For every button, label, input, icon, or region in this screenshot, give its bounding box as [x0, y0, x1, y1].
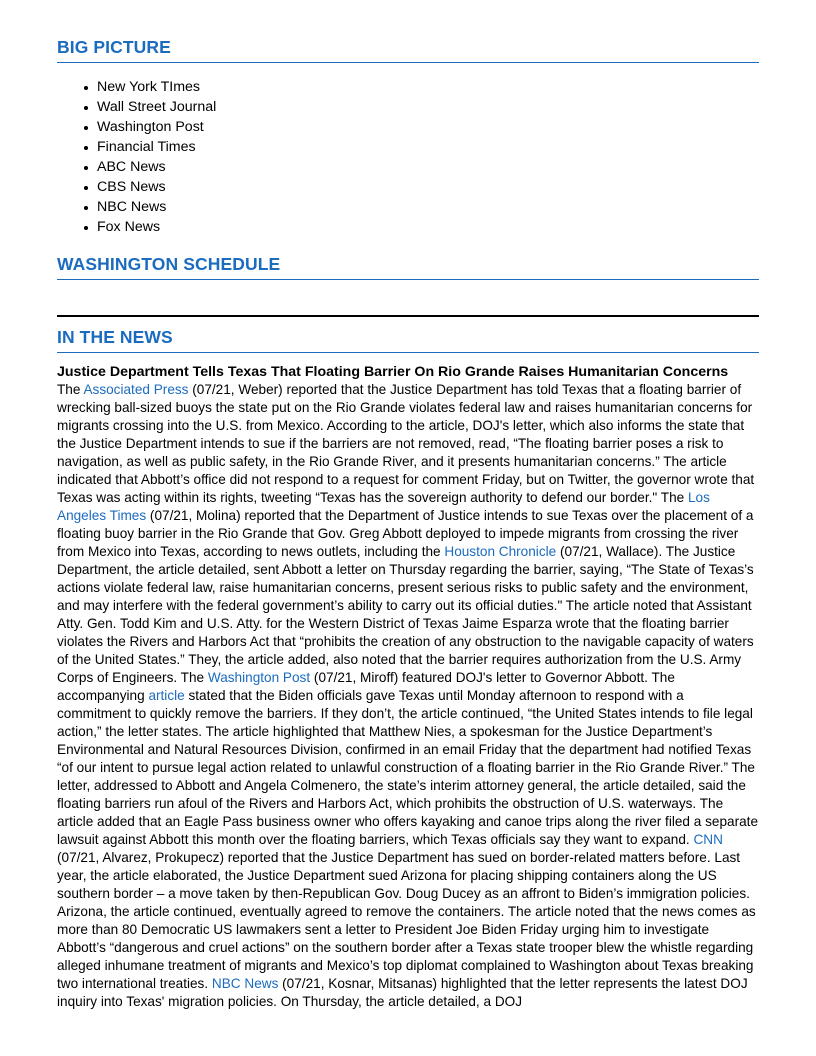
list-item: Wall Street Journal [97, 99, 217, 115]
body-text: stated that the Biden officials gave Texas until Monday afternoon to respond with a commitment to quickly remove the barriers. If they don’t, the article continued, “the United States intends to file legal action,” the letter states. The article highlighted that Matthew Nies, a spokesman for the Justice Department’s Environmental and Natural Resources Division, confirmed in an email Friday that the department had notified Texas “of our intent to pursue legal action related to unlawful construction of a floating barrier in the Rio Grande River.” The letter, addressed to Abbott and Angela Colmenero, the state’s interim attorney general, the article detailed, said the floating barriers run afoul of the Rivers and Harbors Act, which prohibits the obstruction of U.S. waterways. The article added that an Eagle Pass business owner who offers kayaking and canoe trips along the river filed a separate lawsuit against Abbott this month over the floating barriers, which Texas officials say they want to expand. [57, 688, 759, 847]
outlet-list [57, 77, 216, 237]
source-link-washington-post[interactable]: Washington Post [207, 670, 311, 685]
big-picture-heading: BIG PICTURE [57, 37, 759, 63]
body-text: (07/21, Kosnar, Mitsanas) highlighted that the letter represents the latest DOJ inquiry into Texas' migration policies. On Thursday, the article detailed, a DOJ [57, 976, 748, 1009]
body-text: (07/21, Miroff) featured DOJ's letter to Governor Abbott. The accompanying [57, 670, 675, 703]
source-link-cnn[interactable]: CNN [693, 832, 723, 847]
list-item: CBS News [97, 177, 216, 197]
list-item: ABC News [97, 157, 216, 177]
source-link-associated-press[interactable]: Associated Press [83, 382, 189, 397]
source-link-nbc-news[interactable]: NBC News [211, 976, 279, 991]
body-text: The [57, 382, 84, 397]
body-text: (07/21, Molina) reported that the Department of Justice intends to sue Texas over the placement of a floating buoy barrier in the Rio Grande that Gov. Greg Abbott deployed to impede migrants from crossing the river from Mexico into Texas, according to news outlets, including the [57, 508, 754, 559]
list-item: Washington Post [97, 117, 216, 137]
list-item: Financial Times [97, 137, 216, 157]
body-text: (07/21, Wallace). The Justice Department, the article detailed, sent Abbott a letter on Thursday regarding the barrier, saying, “The State of Texas’s actions violate federal law, raise humanitarian concerns, present serious risks to public safety and the environment, and may interfere with the federal government’s ability to carry out its official duties." The article noted that Assistant Atty. Gen. Todd Kim and U.S. Atty. for the Western District of Texas Jaime Esparza wrote that the floating barrier violates the Rivers and Harbors Act that “prohibits the creation of any obstruction to the navigable capacity of waters of the United States.” They, the article added, also noted that the barrier requires authorization from the U.S. Army Corps of Engineers. The [57, 544, 754, 685]
washington-schedule-heading: WASHINGTON SCHEDULE [57, 254, 759, 280]
source-link-houston-chronicle[interactable]: Houston Chronicle [444, 544, 557, 559]
article-body [57, 381, 760, 1011]
section-divider [57, 315, 759, 317]
list-item: Fox News [97, 217, 216, 237]
body-text: (07/21, Alvarez, Prokupecz) reported that the Justice Department has sued on border-related matters before. Last year, the article elaborated, the Justice Department sued Arizona for placing shipping containers along the US southern border – a move taken by then-Republican Gov. Doug Ducey as an affront to Biden’s immigration policies. Arizona, the article continued, eventually agreed to remove the containers. The article noted that the news comes as more than 80 Democratic US lawmakers sent a letter to President Joe Biden Friday urging him to investigate Abbott’s “dangerous and cruel actions” on the southern border after a Texas state trooper blew the whistle regarding alleged inhumane treatment of migrants and Mexico’s top diplomat complained to Washington about Texas breaking two international treaties. [57, 850, 756, 991]
in-the-news-heading: IN THE NEWS [57, 327, 759, 353]
list-item: NBC News [97, 197, 216, 217]
source-link-los-angeles-times[interactable]: Los Angeles Times [57, 490, 710, 523]
article-link[interactable]: article [148, 688, 185, 703]
list-item: New York TImes [97, 77, 216, 97]
article-headline: Justice Department Tells Texas That Floating Barrier On Rio Grande Raises Humanitarian Concerns [57, 364, 729, 380]
body-text: (07/21, Weber) reported that the Justice Department has told Texas that a floating barrier of wrecking ball-sized buoys the state put on the Rio Grande violates federal law and raises humanitarian concerns for migrants crossing into the U.S. from Mexico. According to the article, DOJ's letter, which also informs the state that the Justice Department intends to sue if the barriers are not removed, read, “The floating barrier poses a risk to navigation, as well as public safety, in the Rio Grande River, and it presents humanitarian concerns.” The article indicated that Abbott’s office did not respond to a request for comment Friday, but on Twitter, the governor wrote that Texas was acting within its rights, tweeting “Texas has the sovereign authority to defend our border." The [57, 382, 755, 505]
